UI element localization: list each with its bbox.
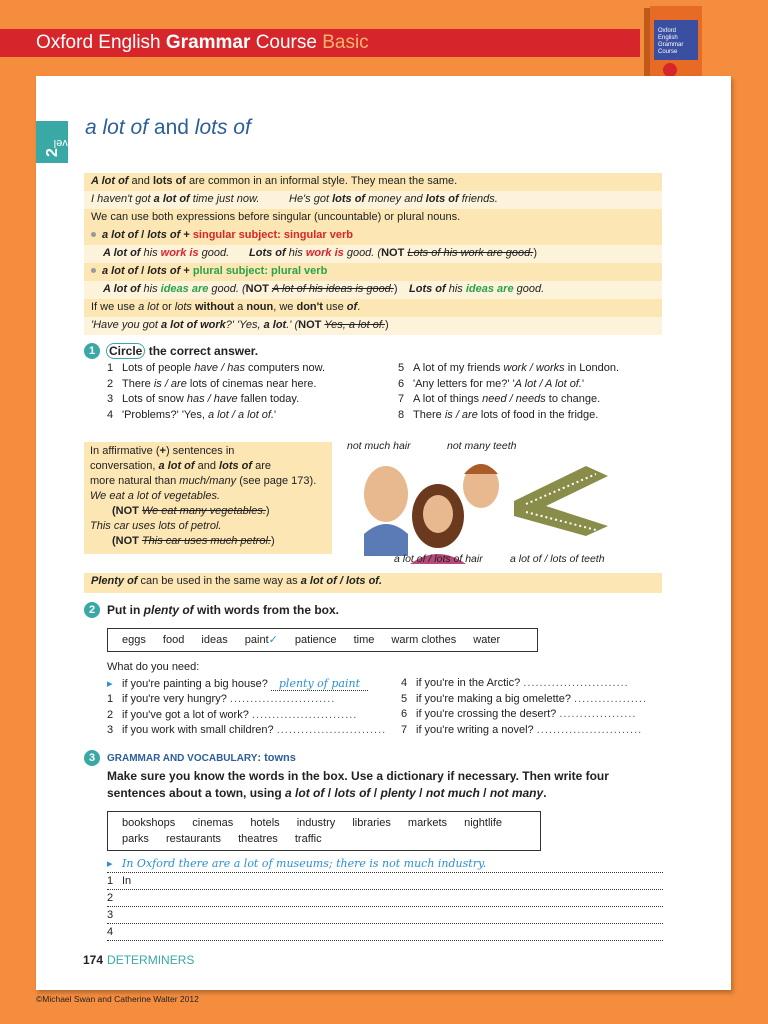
word-item: markets	[407, 817, 448, 829]
list-item: 5 if you're making a big omelette? ..................	[401, 692, 648, 705]
exercise-number: 3	[84, 750, 100, 766]
exercise-2-right	[401, 676, 647, 738]
list-item: 7 if you're writing a novel? ..........................	[401, 723, 643, 736]
answer-line[interactable]: 4	[107, 924, 663, 941]
word-item: parks	[122, 833, 149, 845]
answer-line[interactable]: 3	[107, 907, 663, 924]
exercise-number: 1	[84, 343, 100, 359]
exercise-1-left	[107, 361, 325, 423]
note-text: more natural than much/many (see page 173).	[90, 475, 317, 487]
word-item: warm clothes	[391, 634, 457, 646]
word-item: traffic	[294, 833, 322, 845]
bullet-icon	[91, 268, 96, 273]
note-box	[84, 442, 332, 554]
answer-line[interactable]: 2	[107, 890, 663, 907]
list-item: 4 'Problems?' 'Yes, a lot / a lot of.'	[107, 408, 277, 421]
svg-text:English: English	[658, 35, 678, 41]
word-box	[107, 628, 538, 652]
list-item: 2 if you've got a lot of work? ..........................	[107, 708, 358, 721]
rule-example: I haven't got a lot of time just now. He's got lots of money and lots of friends.	[84, 191, 662, 209]
caption-not-much-hair: not much hair	[347, 440, 411, 452]
note-example: We eat a lot of vegetables.	[90, 490, 221, 502]
svg-text:Grammar: Grammar	[658, 42, 684, 48]
word-box	[107, 811, 541, 851]
exercise-instruction: Put in plenty of with words from the box.	[107, 603, 340, 617]
word-item: water	[473, 634, 501, 646]
prompt: What do you need:	[107, 661, 200, 673]
rule-example: A lot of his ideas are good. (NOT A lot of his ideas is good.) Lots of his ideas are good.	[84, 281, 662, 299]
plenty-note: Plenty of can be used in the same way as a lot of / lots of.	[84, 573, 662, 593]
list-item: 6 if you're crossing the desert? ...................	[401, 708, 637, 721]
answer-blank[interactable]: ..........................	[251, 708, 358, 721]
bullet-icon	[91, 232, 96, 237]
answer-blank[interactable]: ..................	[574, 692, 648, 705]
list-item: 7 A lot of things need / needs to change.	[398, 393, 601, 406]
note-example: (NOT We eat many vegetables.)	[112, 505, 270, 517]
list-item: 1 if you're very hungry? ..........................	[107, 693, 336, 706]
workbook-page	[36, 76, 731, 990]
exercise-instruction: Circle the correct answer.	[106, 344, 258, 358]
caption-hair: a lot of / lots of hair	[394, 553, 483, 565]
list-item: 4 if you're in the Arctic? ..........................	[401, 677, 629, 689]
rule-text: We can use both expressions before singular (uncountable) or plural nouns.	[91, 211, 461, 223]
word-item: libraries	[352, 817, 391, 829]
word-item: food	[162, 634, 185, 646]
exercise-1-right	[398, 361, 619, 423]
word-item: eggs	[122, 634, 146, 646]
note-text: In affirmative (+) sentences in	[90, 445, 235, 457]
answer-blank[interactable]: ..........................	[536, 723, 643, 736]
exercise-label: GRAMMAR AND VOCABULARY: towns	[107, 752, 296, 764]
list-item: 1 Lots of people have / has computers now.	[107, 362, 326, 374]
exercise-number: 2	[84, 602, 100, 618]
example-item: ▸ if you're painting a big house? plenty of paint	[107, 676, 386, 693]
word-item: cinemas	[192, 817, 234, 829]
caption-teeth: a lot of / lots of teeth	[510, 553, 605, 565]
exercise-instruction: Make sure you know the words in the box. Use a dictionary if necessary. Then write four sentences about a town, using a lot of / lots of / plenty / not much / not many.	[107, 769, 609, 800]
page-footer	[83, 953, 194, 967]
arrow-icon: ▸	[107, 677, 113, 690]
note-example: (NOT This car uses much petrol.)	[112, 535, 275, 547]
answer-blank[interactable]: ...................	[559, 708, 637, 721]
level-tab: Level 2	[36, 121, 68, 163]
word-item: industry	[296, 817, 336, 829]
list-item: 3 if you work with small children? ...........................	[107, 724, 387, 737]
rules-box	[84, 173, 662, 335]
word-item: restaurants	[165, 833, 221, 845]
answer-blank[interactable]: ..........................	[523, 677, 629, 689]
rule-text: If we use a lot or lots without a noun, we don't use of.	[91, 301, 361, 313]
exercise-2-left	[107, 660, 386, 739]
list-item: 8 There is / are lots of food in the fridge.	[398, 408, 599, 421]
example-item: ▸ In Oxford there are a lot of museums; there is not much industry.	[107, 856, 663, 873]
svg-text:Course: Course	[658, 49, 678, 55]
list-item: 3 Lots of snow has / have fallen today.	[107, 393, 300, 406]
series-banner	[0, 29, 640, 57]
answer-blank[interactable]: ..........................	[229, 693, 336, 706]
word-item: theatres	[238, 833, 278, 845]
word-item: hotels	[250, 817, 280, 829]
example-answer: plenty of paint	[271, 677, 368, 691]
answer-blank[interactable]: ...........................	[276, 724, 387, 737]
word-item: time	[353, 634, 375, 646]
list-item: 2 There is / are lots of cinemas near here.	[107, 377, 317, 390]
svg-text:Oxford: Oxford	[658, 28, 677, 34]
caption-not-many-teeth: not many teeth	[447, 440, 517, 452]
list-item: 5 A lot of my friends work / works in London.	[398, 362, 620, 374]
exercise-3-answers	[107, 856, 663, 941]
note-text: conversation, a lot of and lots of are	[90, 460, 272, 472]
copyright-notice: ©Michael Swan and Catherine Walter 2012	[36, 994, 199, 1004]
series-title: Oxford English Grammar Course Basic	[36, 32, 369, 53]
arrow-icon: ▸	[107, 858, 113, 870]
word-item: bookshops	[122, 817, 176, 829]
tick-icon: ✓	[268, 634, 278, 646]
section-name: DETERMINERS	[107, 953, 195, 967]
word-item: patience	[294, 634, 337, 646]
word-item: paint✓	[244, 634, 278, 646]
note-example: This car uses lots of petrol.	[90, 520, 222, 532]
answer-line[interactable]: 1 In	[107, 873, 663, 890]
word-item: nightlife	[464, 817, 503, 829]
rule-example: 'Have you got a lot of work?' 'Yes, a lot.' (NOT Yes, a lot of.)	[84, 317, 662, 335]
page-title: a lot of and lots of	[85, 116, 251, 139]
rule-example: A lot of his work is good. Lots of his work is good. (NOT Lots of his work are good.)	[84, 245, 662, 263]
list-item: 6 'Any letters for me?' 'A lot / A lot of.'	[398, 377, 585, 390]
word-item: ideas	[201, 634, 228, 646]
rule-bullet: a lot of / lots of + plural subject: plural verb	[84, 263, 662, 281]
rule-bullet: a lot of / lots of + singular subject: singular verb	[84, 227, 662, 245]
page-number: 174	[83, 953, 104, 967]
rule-intro: A lot of and lots of are common in an informal style. They mean the same.	[91, 175, 458, 187]
